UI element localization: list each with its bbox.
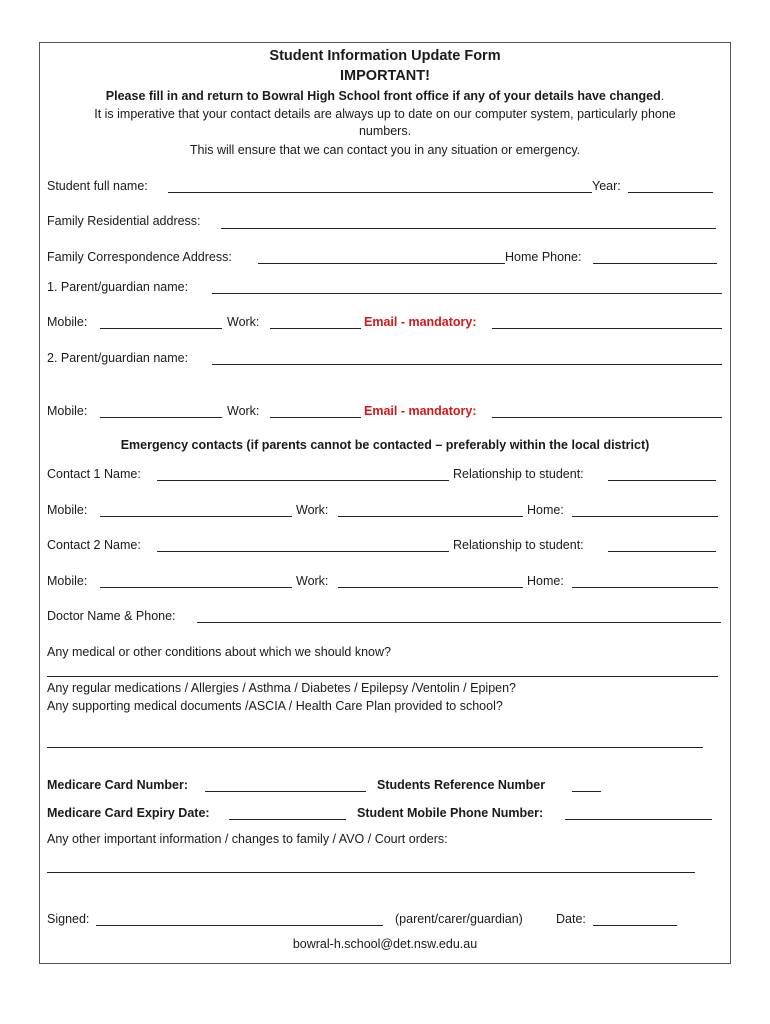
parent2-work-label: Work: [227,404,260,418]
instruction-period: . [660,89,665,103]
contact2-name-label: Contact 2 Name: [47,538,141,552]
doctor-field[interactable] [197,622,721,623]
contact-line: This will ensure that we can contact you in any situation or emergency. [189,143,581,157]
student-name-field[interactable] [168,192,592,193]
parent1-email-field[interactable] [492,328,722,329]
year-label: Year: [592,179,621,193]
contact1-name-field[interactable] [157,480,449,481]
residential-field[interactable] [221,228,716,229]
parent2-work-field[interactable] [270,417,361,418]
student-name-label: Student full name: [47,179,148,193]
parent2-mobile-label: Mobile: [47,404,88,418]
conditions-field[interactable] [47,676,718,677]
medical-notes-field[interactable] [47,747,703,748]
imperative-line-1: It is imperative that your contact details are always up to date on our computer system, particularly phone [94,107,676,121]
medicare-number-label: Medicare Card Number: [47,778,189,792]
conditions-label: Any medical or other conditions about which we should know? [47,645,391,659]
doctor-label: Doctor Name & Phone: [47,609,176,623]
imperative-line-2: numbers. [358,124,412,138]
documents-label: Any supporting medical documents /ASCIA / Health Care Plan provided to school? [47,699,503,713]
contact2-name-field[interactable] [157,551,449,552]
signed-label: Signed: [47,912,90,926]
medicare-expiry-field[interactable] [229,819,346,820]
parent1-mobile-label: Mobile: [47,315,88,329]
residential-label: Family Residential address: [47,214,201,228]
contact2-work-label: Work: [296,574,329,588]
student-ref-field[interactable] [572,791,601,792]
contact2-home-field[interactable] [572,587,718,588]
medicare-number-field[interactable] [205,791,366,792]
parent1-email-label: Email - mandatory: [364,315,477,329]
parent1-work-field[interactable] [270,328,361,329]
signature-field[interactable] [96,925,383,926]
contact2-work-field[interactable] [338,587,523,588]
parent2-mobile-field[interactable] [100,417,222,418]
instruction-bold: Please fill in and return to Bowral High School front office if any of your details have changed [105,89,661,103]
parent2-email-label: Email - mandatory: [364,404,477,418]
contact2-relationship-field[interactable] [608,551,716,552]
contact1-name-label: Contact 1 Name: [47,467,141,481]
contact1-home-field[interactable] [572,516,718,517]
parent2-name-label: 2. Parent/guardian name: [47,351,189,365]
student-mobile-label: Student Mobile Phone Number: [357,806,544,820]
contact1-relationship-field[interactable] [608,480,716,481]
form-title: Student Information Update Form [269,48,501,64]
contact2-home-label: Home: [527,574,564,588]
parent1-name-field[interactable] [212,293,722,294]
instruction-text [0,89,770,103]
date-field[interactable] [593,925,677,926]
emergency-heading: Emergency contacts (if parents cannot be contacted – preferably within the local district) [120,438,650,452]
correspondence-field[interactable] [258,263,505,264]
important-heading: IMPORTANT! [340,68,430,84]
contact2-relationship-label: Relationship to student: [453,538,584,552]
contact1-home-label: Home: [527,503,564,517]
other-info-field[interactable] [47,872,695,873]
medicare-expiry-label: Medicare Card Expiry Date: [47,806,210,820]
contact2-mobile-field[interactable] [100,587,292,588]
other-info-label: Any other important information / changes to family / AVO / Court orders: [47,832,448,846]
date-label: Date: [556,912,586,926]
home-phone-label: Home Phone: [505,250,582,264]
parent2-email-field[interactable] [492,417,722,418]
medications-label: Any regular medications / Allergies / Asthma / Diabetes / Epilepsy /Ventolin / Epipen? [47,681,517,695]
parent1-work-label: Work: [227,315,260,329]
contact1-relationship-label: Relationship to student: [453,467,584,481]
parent2-name-field[interactable] [212,364,722,365]
contact1-work-field[interactable] [338,516,523,517]
contact1-mobile-label: Mobile: [47,503,88,517]
home-phone-field[interactable] [593,263,717,264]
contact1-work-label: Work: [296,503,329,517]
school-email: bowral-h.school@det.nsw.edu.au [292,937,478,951]
role-label: (parent/carer/guardian) [395,912,523,926]
contact1-mobile-field[interactable] [100,516,292,517]
contact2-mobile-label: Mobile: [47,574,88,588]
parent1-mobile-field[interactable] [100,328,222,329]
correspondence-label: Family Correspondence Address: [47,250,232,264]
year-field[interactable] [628,192,713,193]
student-mobile-field[interactable] [565,819,712,820]
student-ref-label: Students Reference Number [377,778,546,792]
parent1-name-label: 1. Parent/guardian name: [47,280,189,294]
